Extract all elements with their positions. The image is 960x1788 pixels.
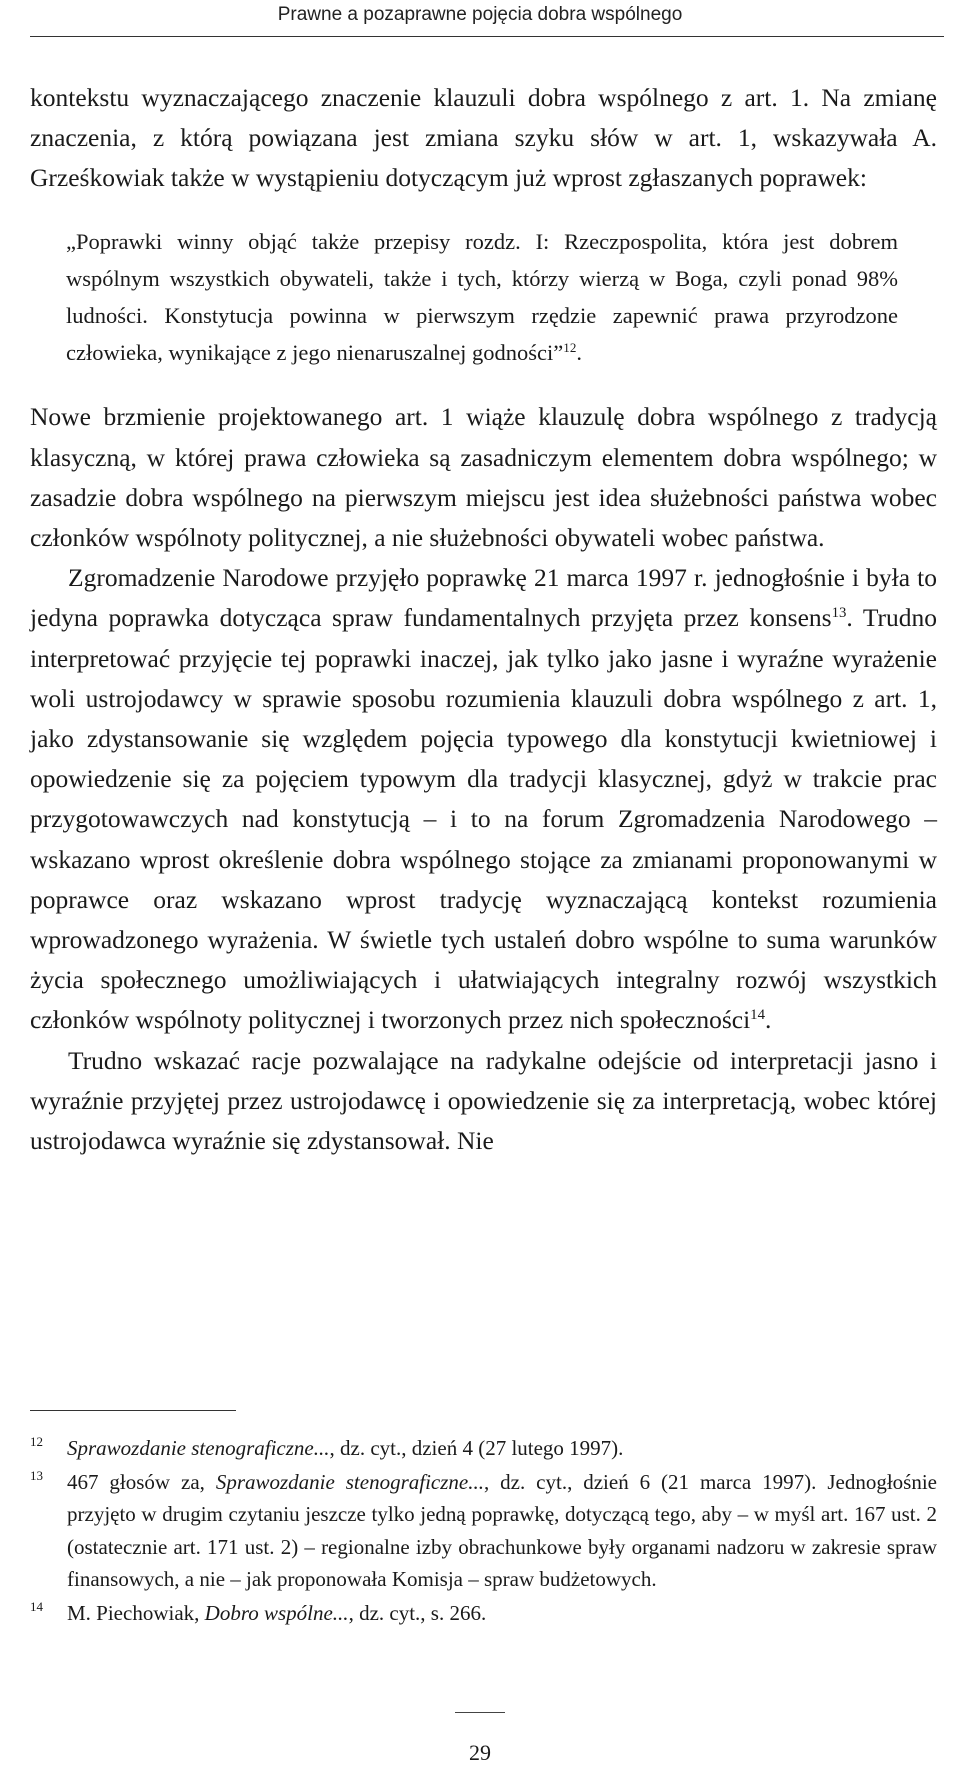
footnote-13-text-a: 467 głosów za, xyxy=(67,1469,216,1494)
footnote-12-text: , dz. cyt., dzień 4 (27 lutego 1997). xyxy=(329,1436,624,1460)
paragraph-1 xyxy=(30,78,937,199)
block-quote-end: . xyxy=(576,340,582,366)
paragraph-3-text-b: . Trudno interpretować przyjęcie tej poprawki inaczej, jak tylko jako jasne i wyraźne wyrażenie woli ustrojodawcy w sprawie sposobu rozumienia klauzuli dobra wspólnego z art. 1, jako zdystansowanie się względem pojęcia typowego dla konstytucji kwietniowej i opowiedzenie się za pojęciem typowym dla tradycji klasycznej, gdyż w trakcie prac przygotowawczych nad konstytucją – i to na forum Zgromadzenia Narodowego – wskazano wprost określenie dobra wspólnego stojące za zmianami proponowanymi w poprawce oraz wskazano wprost tradycję wyznaczającą kontekst rozumienia wprowadzonego wyrażenia. W świetle tych ustaleń dobro wspólne to suma warunków życia społecznego umożliwiających i ułatwiających integralny rozwój wszystkich członków wspólnoty politycznej i tworzonych przez nich społeczności xyxy=(30,603,937,1035)
paragraph-4-text: Trudno wskazać racje pozwalające na radykalne odejście od interpretacji jasno i wyraźnie przyjętej przez ustrojodawcę i opowiedzenie się za interpretacją, wobec której ustrojodawca wyraźnie się zdystansował. Nie xyxy=(30,1045,937,1156)
page-number: 29 xyxy=(469,1740,491,1765)
footnote-13-source: Sprawozdanie stenograficzne... xyxy=(215,1469,484,1494)
block-quote xyxy=(66,223,898,372)
footnote-12-number: 12 xyxy=(30,1434,44,1449)
paragraph-2 xyxy=(30,397,937,558)
footnote-12 xyxy=(30,1432,937,1465)
paragraph-3-text-a: Zgromadzenie Narodowe przyjęło poprawkę 21 marca 1997 r. jednogłośnie i była to jedyna poprawka dotycząca spraw fundamentalnych przyjęta przez konsens xyxy=(30,563,937,633)
page-number-rule xyxy=(455,1712,505,1713)
body-text xyxy=(30,78,937,1161)
footnote-13-number: 13 xyxy=(30,1467,44,1483)
paragraph-4 xyxy=(30,1041,937,1162)
footnote-ref-14[interactable]: 14 xyxy=(750,1007,765,1024)
paragraph-3 xyxy=(30,558,937,1040)
footnote-14-text-a: M. Piechowiak, xyxy=(67,1600,205,1625)
block-quote-text: „Poprawki winny objąć także przepisy rozdz. I: Rzeczpospolita, która jest dobrem wspólnym wszystkich obywateli, także i tych, którzy wierzą w Boga, czyli ponad 98% ludności. Konstytucja powinna w pierwszym rzędzie zapewnić prawa przyrodzone człowieka, wynikające z jego nienaruszalnej godności” xyxy=(66,228,898,366)
footnote-14-text-b: , dz. cyt., s. 266. xyxy=(348,1600,487,1625)
paragraph-3-text-c: . xyxy=(764,1005,772,1035)
paragraph-1-text: kontekstu wyznaczającego znaczenie klauzuli dobra wspólnego z art. 1. Na zmianę znaczenia, z którą powiązana jest zmiana szyku słów w art. 1, wskazywała A. Grześkowiak także w wystąpieniu dotyczącym już wprost zgłaszanych poprawek: xyxy=(30,83,937,193)
paragraph-2-text: Nowe brzmienie projektowanego art. 1 wiąże klauzulę dobra wspólnego z tradycją klasyczną, w której prawa człowieka są zasadniczym elementem dobra wspólnego; w zasadzie dobra wspólnego na pierwszym miejscu jest idea służebności państwa wobec członków wspólnoty politycznej, a nie służebności obywateli wobec państwa. xyxy=(30,402,937,553)
footnote-14-source: Dobro wspólne... xyxy=(204,1600,349,1625)
footnote-separator xyxy=(30,1410,236,1411)
footnote-ref-13[interactable]: 13 xyxy=(831,605,847,622)
footnote-13-text-b: , dz. cyt., dzień 6 (21 marca 1997). Jednogłośnie przyjęto w drugim czytaniu jeszcze tylko jedną poprawkę, dotyczącą tego, aby – w myśl art. 167 ust. 2 (ostatecznie art. 171 ust. 2) – regionalne izby obrachunkowe były organami nadzoru w zakresie spraw finansowych, a nie – jak proponowała Komisja – spraw budżetowych. xyxy=(67,1469,937,1592)
footnote-13 xyxy=(30,1466,937,1596)
header-rule xyxy=(30,36,944,37)
footnotes xyxy=(30,1432,937,1630)
running-head: Prawne a pozaprawne pojęcia dobra wspólnego xyxy=(277,4,683,25)
footnote-14-number: 14 xyxy=(30,1598,44,1614)
footnote-12-source: Sprawozdanie stenograficzne... xyxy=(67,1436,330,1460)
footnote-14 xyxy=(30,1597,937,1630)
footnote-ref-12[interactable]: 12 xyxy=(563,340,577,356)
